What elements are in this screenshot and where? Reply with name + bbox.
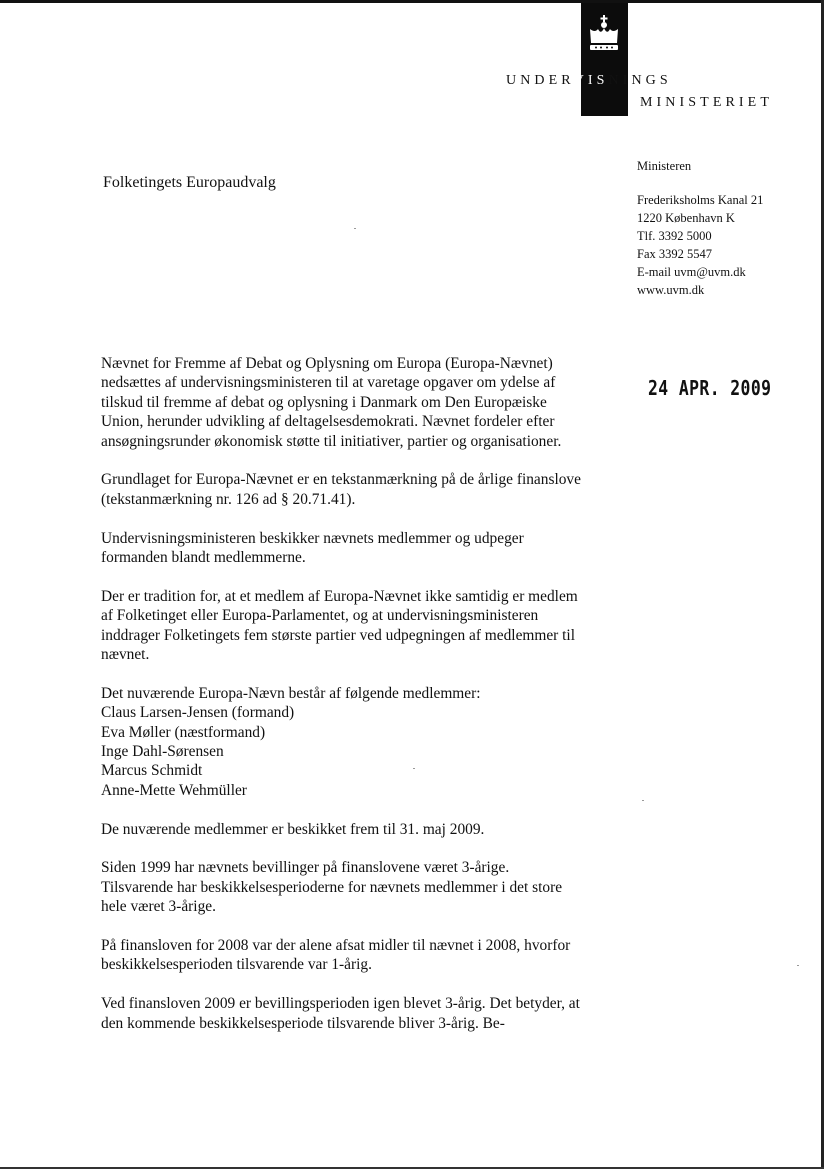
logo-wordmark-right: NINGS bbox=[608, 73, 672, 88]
sender-address-city: 1220 København K bbox=[637, 211, 735, 225]
crown-icon bbox=[587, 15, 621, 55]
logo-wordmark-line2: MINISTERIET bbox=[640, 95, 773, 110]
member-item: Anne-Mette Wehmüller bbox=[101, 781, 247, 799]
sender-block bbox=[637, 157, 763, 299]
scan-speck bbox=[797, 965, 799, 966]
member-item: Inge Dahl-Sørensen bbox=[101, 743, 224, 761]
sender-phone: Tlf. 3392 5000 bbox=[637, 229, 712, 243]
member-item: Claus Larsen-Jensen (formand) bbox=[101, 704, 295, 722]
date-stamp: 24 APR. 2009 bbox=[648, 376, 772, 400]
scan-speck bbox=[413, 768, 415, 769]
members-intro: Det nuværende Europa-Nævn består af følgende medlemmer: bbox=[101, 684, 481, 702]
member-item: Marcus Schmidt bbox=[101, 762, 203, 780]
scan-speck bbox=[354, 228, 356, 229]
member-item: Eva Møller (næstformand) bbox=[101, 723, 266, 741]
sender-email: E-mail uvm@uvm.dk bbox=[637, 265, 746, 279]
paragraph: På finansloven for 2008 var der alene afsat midler til nævnet i 2008, hvorfor beskikkelsesperioden tilsvarende var 1-årig. bbox=[101, 937, 571, 974]
paragraph: Nævnet for Fremme af Debat og Oplysning om Europa (Europa-Nævnet) nedsættes af undervisningsministeren til at varetage opgaver om ydelse af tilskud til fremme af debat og oplysning i Danmark om Den Europæiske Union, herunder udvikling af deltagelsesdemokrati. Nævnet fordeler efter ansøgningsrunder økonomisk støtte til initiativer, partier og organisationer. bbox=[101, 355, 562, 450]
paragraph: Grundlaget for Europa-Nævnet er en tekstanmærkning på de årlige finanslove (tekstanmærkning nr. 126 ad § 20.71.41). bbox=[101, 471, 581, 508]
sender-title: Ministeren bbox=[637, 159, 692, 173]
sender-web: www.uvm.dk bbox=[637, 283, 705, 297]
sender-fax: Fax 3392 5547 bbox=[637, 247, 712, 261]
sender-address-street: Frederiksholms Kanal 21 bbox=[637, 193, 764, 207]
recipient: Folketingets Europaudvalg bbox=[103, 174, 276, 191]
logo-wordmark-left: UNDER bbox=[506, 73, 574, 88]
members-list bbox=[101, 684, 581, 800]
paragraph: Undervisningsministeren beskikker nævnets medlemmer og udpeger formanden blandt medlemmerne. bbox=[101, 529, 524, 567]
paragraph: De nuværende medlemmer er beskikket frem til 31. maj 2009. bbox=[101, 820, 485, 838]
logo-wordmark-reversed: VIS bbox=[573, 73, 609, 88]
paragraph: Siden 1999 har nævnets bevillinger på finanslovene været 3-årige. Tilsvarende har beskikkelsesperioderne for nævnets medlemmer i det store hele været 3-årige. bbox=[101, 859, 563, 916]
letter-body bbox=[101, 354, 581, 1052]
ministry-logo-block bbox=[581, 3, 628, 116]
paragraph: Ved finansloven 2009 er bevillingsperioden igen blevet 3-årig. Det betyder, at den kommende beskikkelsesperiode tilsvarende bliver 3-årig. Be- bbox=[101, 995, 580, 1032]
paragraph: Der er tradition for, at et medlem af Europa-Nævnet ikke samtidig er medlem af Folketinget eller Europa-Parlamentet, og at undervisningsministeren inddrager Folketingets fem største partier ved udpegningen af medlemmer til nævnet. bbox=[101, 587, 578, 664]
logo-wordmark-line1 bbox=[506, 73, 672, 89]
page-border-top bbox=[0, 0, 824, 3]
scan-speck bbox=[642, 800, 644, 801]
